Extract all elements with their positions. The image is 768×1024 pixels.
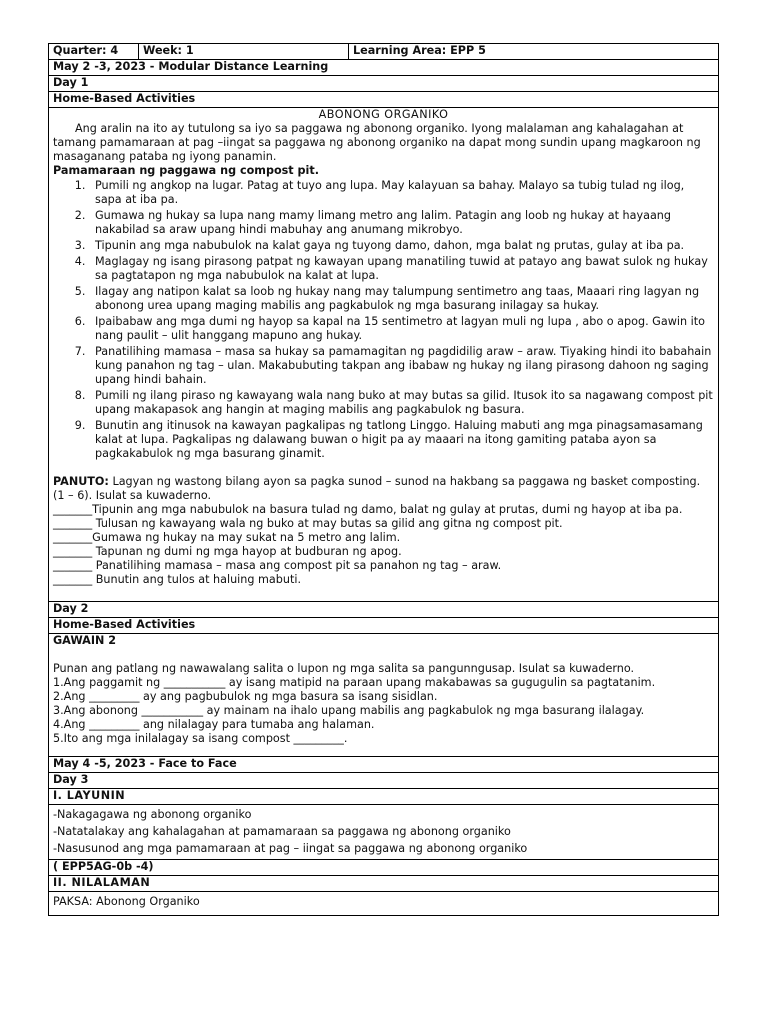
lesson-title: ABONONG ORGANIKO xyxy=(318,108,449,121)
date-line-2: May 4 -5, 2023 - Face to Face xyxy=(49,757,719,773)
lesson-plan-table xyxy=(48,43,719,916)
nilalaman-title: II. NILALAMAN xyxy=(49,876,719,892)
gawain-item: 5.Ito ang mga inilalagay sa isang compost _________. xyxy=(53,732,348,745)
day-2-label: Day 2 xyxy=(49,602,719,618)
paksa-text: PAKSA: Abonong Organiko xyxy=(53,895,200,908)
objective-item: -Natatalakay ang kahalagahan at pamamaraan sa paggawa ng abonong organiko xyxy=(53,825,511,838)
gawain-title: GAWAIN 2 xyxy=(53,634,117,647)
panuto-item: _______Gumawa ng hukay na may sukat na 5 metro ang lalim. xyxy=(53,531,401,544)
paksa-cell xyxy=(49,892,719,916)
step-item: 4. Maglagay ng isang pirasong patpat ng kawayan upang manatiling tuwid at patayo ang bawat sulok ng hukay sa pagtatapon ng mga nabubulok na kalat at lupa. xyxy=(89,255,714,283)
panuto-item: _______ Panatilihing mamasa – masa ang compost pit sa panahon ng tag – araw. xyxy=(53,559,502,572)
step-item: 8. Pumili ng ilang piraso ng kawayang wala nang buko at may butas sa gilid. Itusok ito sa nagawang compost pit upang makapasok ang hangin at maging mabilis ang pagkabulok ng basura. xyxy=(89,389,714,417)
panuto-item: _______ Bunutin ang tulos at haluing mabuti. xyxy=(53,573,302,586)
panuto-item: _______Tipunin ang mga nabubulok na basura tulad ng damo, balat ng gulay at prutas, dumi ng hayop at iba pa. xyxy=(53,503,683,516)
date-line-1: May 2 -3, 2023 - Modular Distance Learning xyxy=(49,60,719,76)
day-1-label: Day 1 xyxy=(49,76,719,92)
lesson-plan-page xyxy=(48,43,718,916)
panuto-item: _______ Tapunan ng dumi ng mga hayop at budburan ng apog. xyxy=(53,545,402,558)
steps-list xyxy=(53,179,714,461)
gawain-body xyxy=(49,634,719,757)
step-item: 6. Ipaibabaw ang mga dumi ng hayop sa kapal na 15 sentimetro at lagyan muli ng lupa , abo o apog. Gawin ito nang paulit – ulit hanggang mapuno ang hukay. xyxy=(89,315,714,343)
gawain-item: 4.Ang _________ ang nilalagay para tumaba ang halaman. xyxy=(53,718,375,731)
week-cell: Week: 1 xyxy=(139,44,349,60)
lesson-intro: Ang aralin na ito ay tutulong sa iyo sa paggawa ng abonong organiko. Iyong malalaman ang kahalagahan at tamang pamamaraan at pag –iingat sa paggawa ng abonong organiko na dapat mong sundin upang magkaroon ng masaganang pataba ng iyong panamin. xyxy=(53,122,701,163)
objective-item: -Nakagagawa ng abonong organiko xyxy=(53,808,252,821)
step-item: 5. Ilagay ang natipon kalat sa loob ng hukay nang may talumpung sentimetro ang taas, Maaari ring lagyan ng abonong urea upang maging mabilis ang pagkabulok ng mga basurang inilagay sa hukay. xyxy=(89,285,714,313)
step-item: 9. Bunutin ang itinusok na kawayan pagkalipas ng tatlong Linggo. Haluing mabuti ang mga pinagsamasamang kalat at lupa. Pagkalipas ng dalawang buwan o higit pa ay maaari na itong gamiting pataba ayon sa pagkakabulok ng mga basurang ginamit. xyxy=(89,419,714,461)
objectives-cell xyxy=(49,805,719,860)
learning-area-cell: Learning Area: EPP 5 xyxy=(349,44,719,60)
step-item: 7. Panatilihing mamasa – masa sa hukay sa pamamagitan ng pagdidilig araw – araw. Tiyaking hindi ito babahain kung panahon ng tag – ulan. Makabubuting takpan ang ibabaw ng hukay ng ilang pirasong dahoon ng saging upang hindi bahain. xyxy=(89,345,714,387)
activity-type-1: Home-Based Activities xyxy=(49,92,719,108)
gawain-item: 1.Ang paggamit ng ___________ ay isang matipid na paraan upang makabawas sa gugugulin sa pagtatanim. xyxy=(53,676,656,689)
gawain-instruction: Punan ang patlang ng nawawalang salita o lupon ng mga salita sa pangunngusap. Isulat sa kuwaderno. xyxy=(53,662,635,675)
panuto-text: Lagyan ng wastong bilang ayon sa pagka sunod – sunod na hakbang sa paggawa ng basket composting. (1 – 6). Isulat sa kuwaderno. xyxy=(53,475,701,502)
gawain-item: 2.Ang _________ ay ang pagbubulok ng mga basura sa isang sisidlan. xyxy=(53,690,438,703)
panuto-label: PANUTO: xyxy=(53,475,109,488)
gawain-item: 3.Ang abonong ___________ ay mainam na ihalo upang mabilis ang pagkabulok ng mga basurang ilalagay. xyxy=(53,704,645,717)
step-item: 2. Gumawa ng hukay sa lupa nang mamy limang metro ang lalim. Patagin ang loob ng hukay at hayaang nakabilad sa araw upang hindi mabuhay ang anumang mikrobyo. xyxy=(89,209,714,237)
day-3-label: Day 3 xyxy=(49,773,719,789)
quarter-cell: Quarter: 4 xyxy=(49,44,139,60)
layunin-title: I. LAYUNIN xyxy=(49,789,719,805)
header-row xyxy=(49,44,719,60)
step-item: 3. Tipunin ang mga nabubulok na kalat gaya ng tuyong damo, dahon, mga balat ng prutas, gulay at iba pa. xyxy=(89,239,714,253)
panuto-item: _______ Tulusan ng kawayang wala ng buko at may butas sa gilid ang gitna ng compost pit. xyxy=(53,517,563,530)
lesson-body xyxy=(49,108,719,602)
panuto-instruction xyxy=(53,475,714,503)
steps-heading: Pamamaraan ng paggawa ng compost pit. xyxy=(53,164,319,177)
step-item: 1. Pumili ng angkop na lugar. Patag at tuyo ang lupa. May kalayuan sa bahay. Malayo sa tubig tulad ng ilog, sapa at iba pa. xyxy=(89,179,714,207)
competency-code: ( EPP5AG-0b -4) xyxy=(49,860,719,876)
activity-type-2: Home-Based Activities xyxy=(49,618,719,634)
objective-item: -Nasusunod ang mga pamamaraan at pag – iingat sa paggawa ng abonong organiko xyxy=(53,842,528,855)
